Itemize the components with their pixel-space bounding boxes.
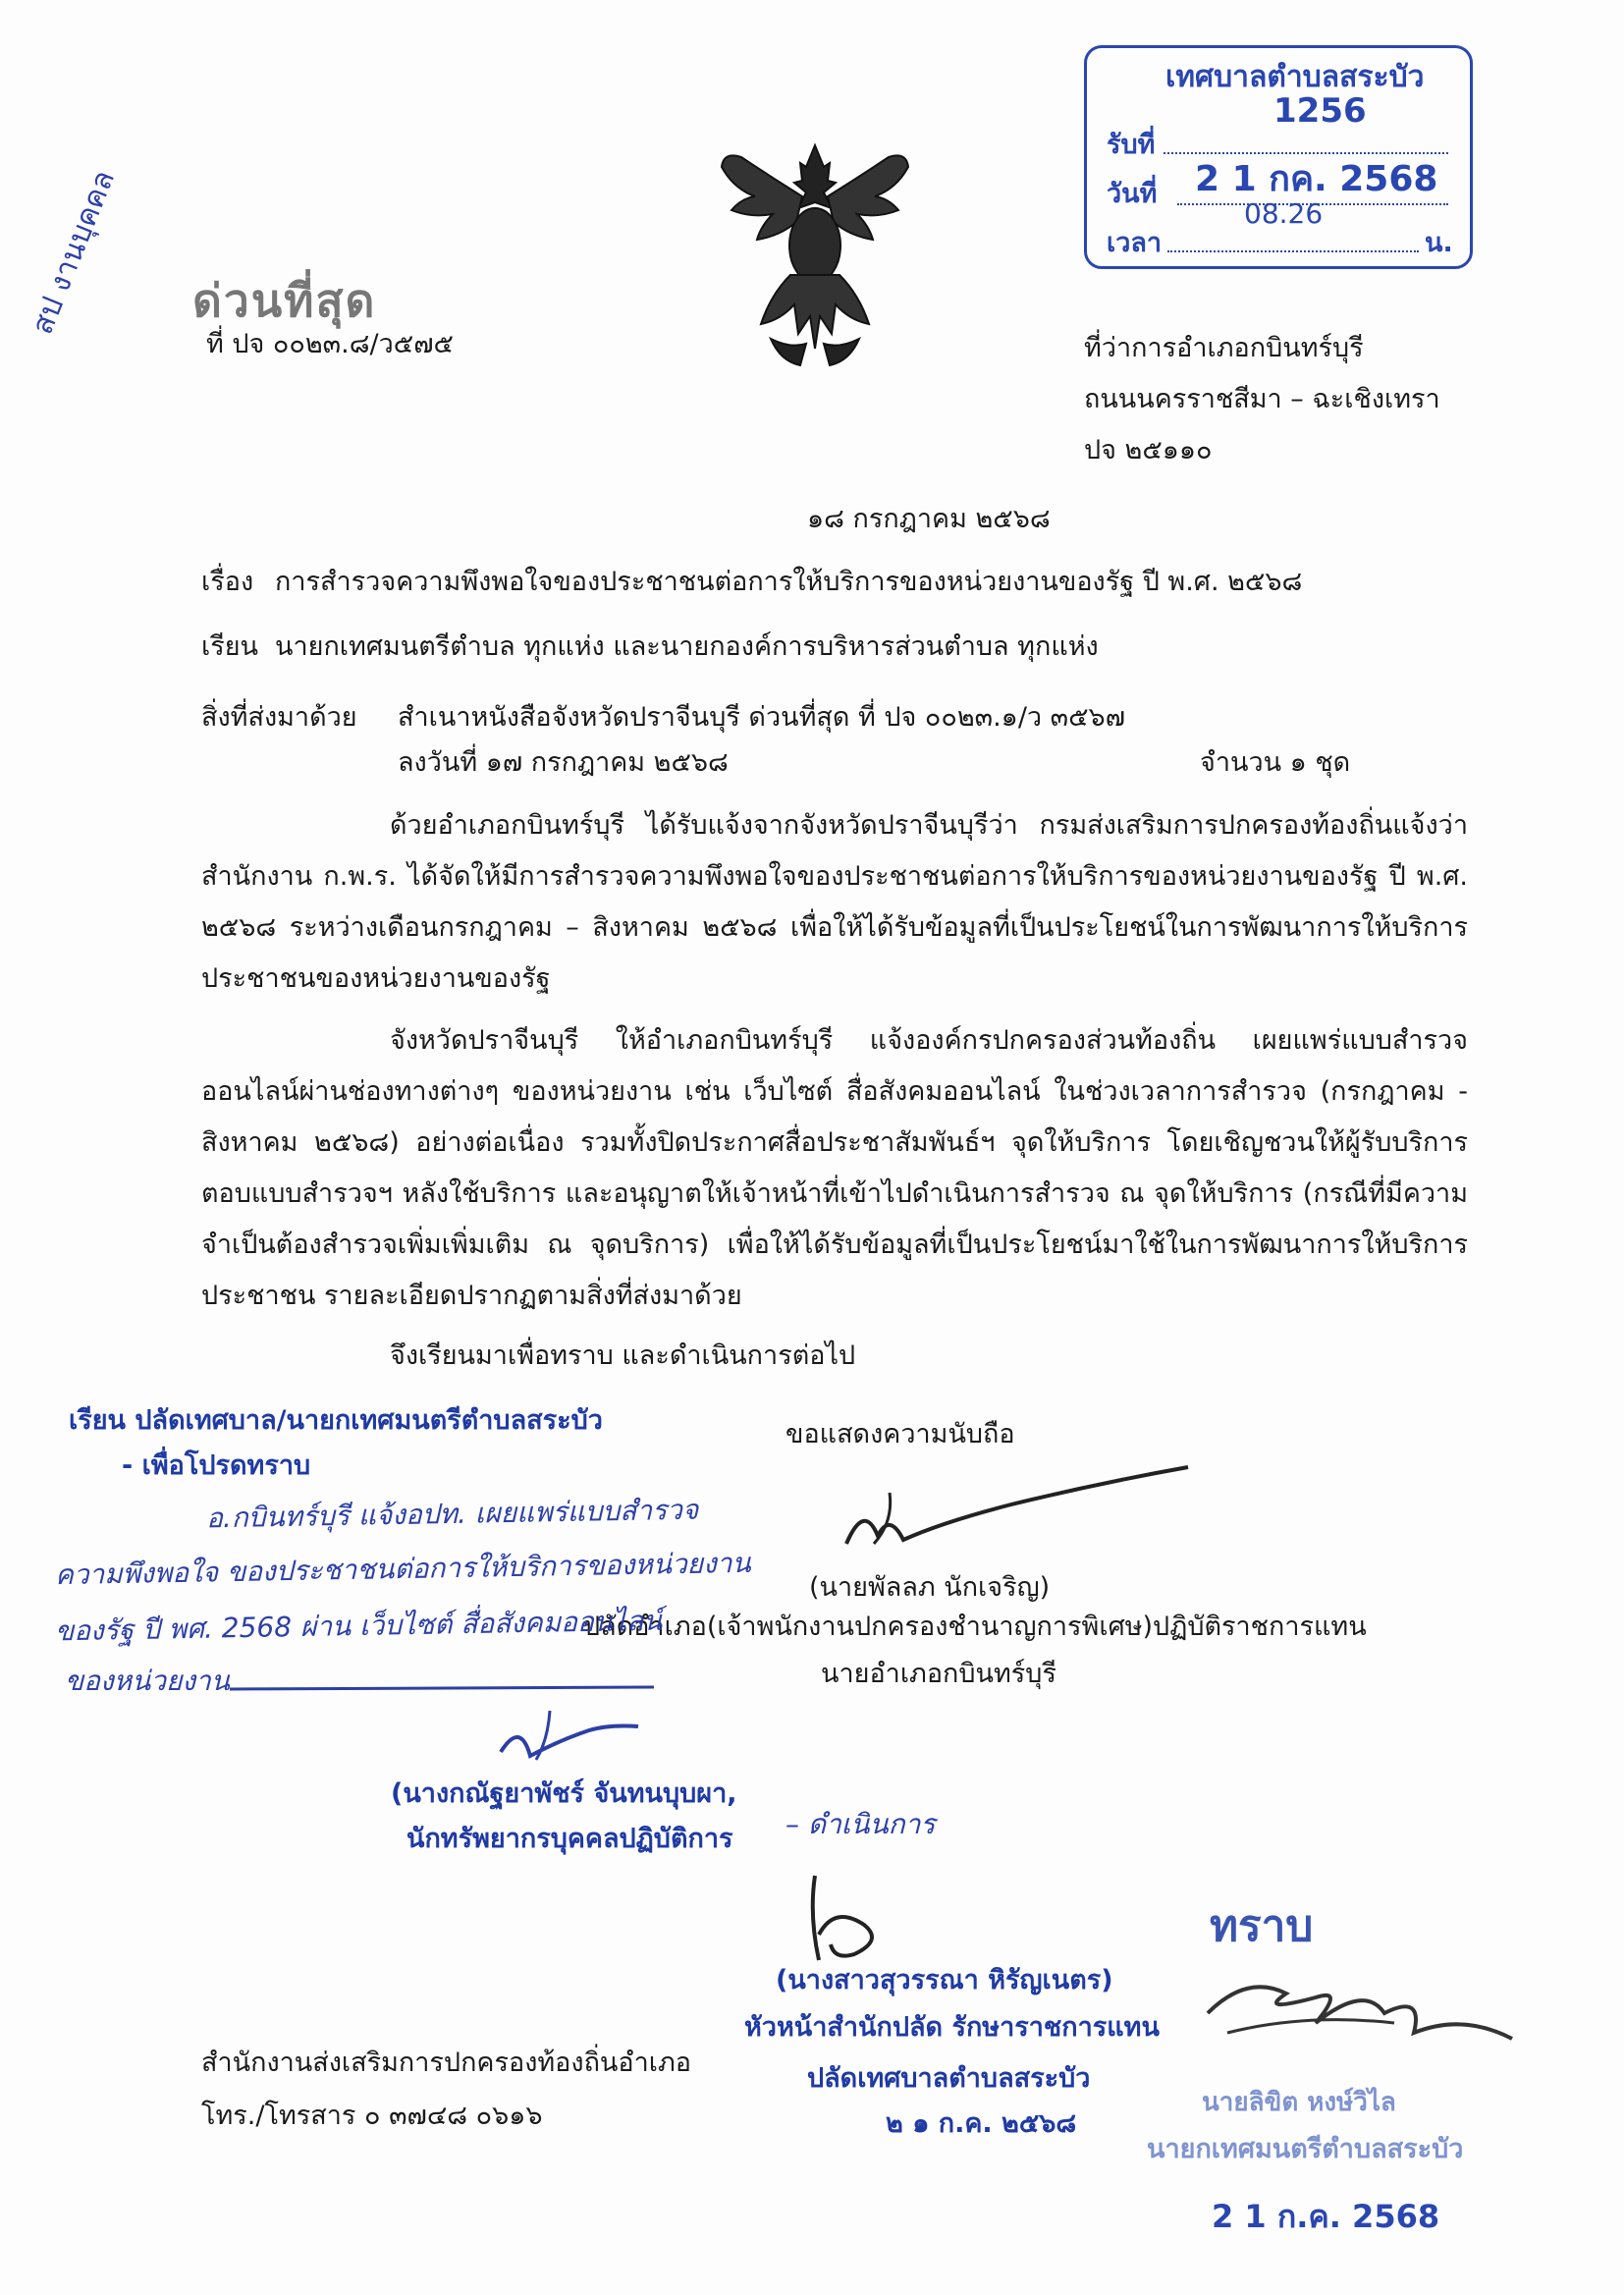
subject-label: เรื่อง xyxy=(201,567,254,597)
phone-footer: โทร./โทรสาร ๐ ๓๗๔๘ ๐๖๑๖ xyxy=(201,2101,543,2131)
minute-hand-line-3: ของรัฐ ปี พศ. 2568 ผ่าน เว็บไซต์ สื่อสังคมออนไลน์ xyxy=(54,1604,663,1648)
minute-hand-line-2: ความพึงพอใจ ของประชาชนต่อการให้บริการของหน่วยงาน xyxy=(54,1546,751,1592)
signatory-title-2: นายอำเภอกบินทร์บุรี xyxy=(821,1659,1056,1689)
mayor-name: นายลิขิต หงษ์วิไล xyxy=(1202,2088,1396,2117)
urgency-stamp: ด่วนที่สุด xyxy=(192,274,377,327)
signatory-title-1: ปลัดอำเภอ(เจ้าพนักงานปกครองชำนาญการพิเศษ)ปฏิบัติราชการแทน xyxy=(583,1612,1367,1642)
minute-hand-line-4: ของหน่วยงาน xyxy=(65,1665,230,1697)
body-paragraph-2: จังหวัดปราจีนบุรี ให้อำเภอกบินทร์บุรี แจ้งองค์กรปกครองส่วนท้องถิ่น เผยแพร่แบบสำรวจออนไลน์ผ่านช่องทางต่างๆ ของหน่วยงาน เช่น เว็บไซต์ สื่อสังคมออนไลน์ ในช่วงเวลาการสำรวจ (กรกฎาคม - สิงหาคม ๒๕๖๘) อย่างต่อเนื่อง รวมทั้งปิดประกาศสื่อประชาสัมพันธ์ฯ จุดให้บริการ โดยเชิญชวนให้ผู้รับบริการตอบแบบสำรวจฯ หลังใช้บริการ และอนุญาตให้เจ้าหน้าที่เข้าไปดำเนินการสำรวจ ณ จุดให้บริการ (กรณีที่มีความจำเป็นต้องสำรวจเพิ่มเพิ่มเติม ณ จุดบริการ) เพื่อให้ได้รับข้อมูลที่เป็นประโยชน์มาใช้ในการพัฒนาการให้บริการประชาชน รายละเอียดปรากฏตามสิ่งที่ส่งมาด้วย xyxy=(201,1025,1468,1311)
margin-note: สป งานบุคคล xyxy=(25,165,123,340)
minute-officer-name: (นางกณัฐยาพัชร์ จันทนบุบผา, xyxy=(391,1778,737,1809)
sender-address-line-1: ที่ว่าการอำเภอกบินทร์บุรี xyxy=(1084,333,1364,363)
stamp-time: 08.26 xyxy=(1244,197,1324,230)
letter-date: ๑๘ กรกฎาคม ๒๕๖๘ xyxy=(807,504,1051,534)
mayor-title: นายกเทศมนตรีตำบลสระบัว xyxy=(1147,2134,1464,2164)
signatory-signature xyxy=(835,1453,1198,1561)
enclosure-line-1: สำเนาหนังสือจังหวัดปราจีนบุรี ด่วนที่สุด ที่ ปจ ๐๐๒๓.๑/ว ๓๕๖๗ xyxy=(398,702,1125,733)
sender-address-line-2: ถนนนครราชสีมา – ฉะเชิงเทรา xyxy=(1084,384,1440,414)
stamp-time-unit: น. xyxy=(1425,228,1453,258)
stamp-date: 2 1 กค. 2568 xyxy=(1195,159,1438,199)
addressee-label: เรียน xyxy=(201,631,259,662)
minute-action-note: – ดำเนินการ xyxy=(785,1808,936,1840)
mayor-date: 2 1 ก.ค. 2568 xyxy=(1212,2198,1440,2235)
officer-signature xyxy=(491,1701,648,1770)
mayor-acknowledged: ทราบ xyxy=(1210,1901,1314,1951)
deputy-title-2: ปลัดเทศบาลตำบลสระบัว xyxy=(807,2063,1091,2094)
office-footer: สำนักงานส่งเสริมการปกครองท้องถิ่นอำเภอ xyxy=(201,2048,691,2078)
stamp-received-no-label: รับที่ xyxy=(1107,130,1156,160)
deputy-title-1: หัวหน้าสำนักปลัด รักษาราชการแทน xyxy=(744,2012,1160,2043)
minute-officer-title: นักทรัพยากรบุคคลปฏิบัติการ xyxy=(406,1824,733,1854)
stamp-date-label: วันที่ xyxy=(1107,179,1158,209)
enclosure-count: จำนวน ๑ ชุด xyxy=(1200,747,1351,778)
minute-addressee: เรียน ปลัดเทศบาล/นายกเทศมนตรีตำบลสระบัว xyxy=(69,1405,603,1436)
receive-stamp xyxy=(1084,45,1473,269)
reference-number: ที่ ปจ ๐๐๒๓.๘/ว๕๗๕ xyxy=(206,329,454,359)
closing-paragraph: จึงเรียนมาเพื่อทราบ และดำเนินการต่อไป xyxy=(390,1340,856,1371)
subject-text: การสำรวจความพึงพอใจของประชาชนต่อการให้บริการของหน่วยงานของรัฐ ปี พ.ศ. ๒๕๖๘ xyxy=(275,567,1303,597)
closing-phrase: ขอแสดงความนับถือ xyxy=(785,1419,1015,1449)
body-paragraph-1: ด้วยอำเภอกบินทร์บุรี ได้รับแจ้งจากจังหวัดปราจีนบุรีว่า กรมส่งเสริมการปกครองท้องถิ่นแจ้งว่า สำนักงาน ก.พ.ร. ได้จัดให้มีการสำรวจความพึงพอใจของประชาชนต่อการให้บริการของหน่วยงานของรัฐ ปี พ.ศ. ๒๕๖๘ ระหว่างเดือนกรกฎาคม – สิงหาคม ๒๕๖๘ เพื่อให้ได้รับข้อมูลที่เป็นประโยชน์ในการพัฒนาการให้บริการประชาชนของหน่วยงานของรัฐ xyxy=(201,810,1468,994)
stamp-office: เทศบาลตำบลสระบัว xyxy=(1165,60,1425,94)
sender-address-line-3: ปจ ๒๕๑๑๐ xyxy=(1084,435,1213,465)
deputy-name: (นางสาวสุวรรณา หิรัญเนตร) xyxy=(776,1965,1113,1995)
deputy-date: ๒ ๑ ก.ค. ๒๕๖๘ xyxy=(886,2108,1077,2139)
minute-purpose: - เพื่อโปรดทราบ xyxy=(122,1450,311,1481)
stamp-time-label: เวลา xyxy=(1107,228,1163,258)
garuda-emblem-icon xyxy=(712,137,918,373)
signatory-name: (นายพัลลภ นักเจริญ) xyxy=(809,1572,1051,1603)
stamp-received-no: 1256 xyxy=(1273,91,1367,131)
minute-hand-line-1: อ.กบินทร์บุรี แจ้งอปท. เผยแพร่แบบสำรวจ xyxy=(205,1493,699,1535)
minute-divider-line xyxy=(226,1681,658,1695)
enclosure-label: สิ่งที่ส่งมาด้วย xyxy=(201,702,357,733)
addressee-text: นายกเทศมนตรีตำบล ทุกแห่ง และนายกองค์การบริหารส่วนตำบล ทุกแห่ง xyxy=(275,631,1099,662)
mayor-signature xyxy=(1168,1954,1522,2062)
enclosure-line-2: ลงวันที่ ๑๗ กรกฎาคม ๒๕๖๘ xyxy=(398,747,729,778)
